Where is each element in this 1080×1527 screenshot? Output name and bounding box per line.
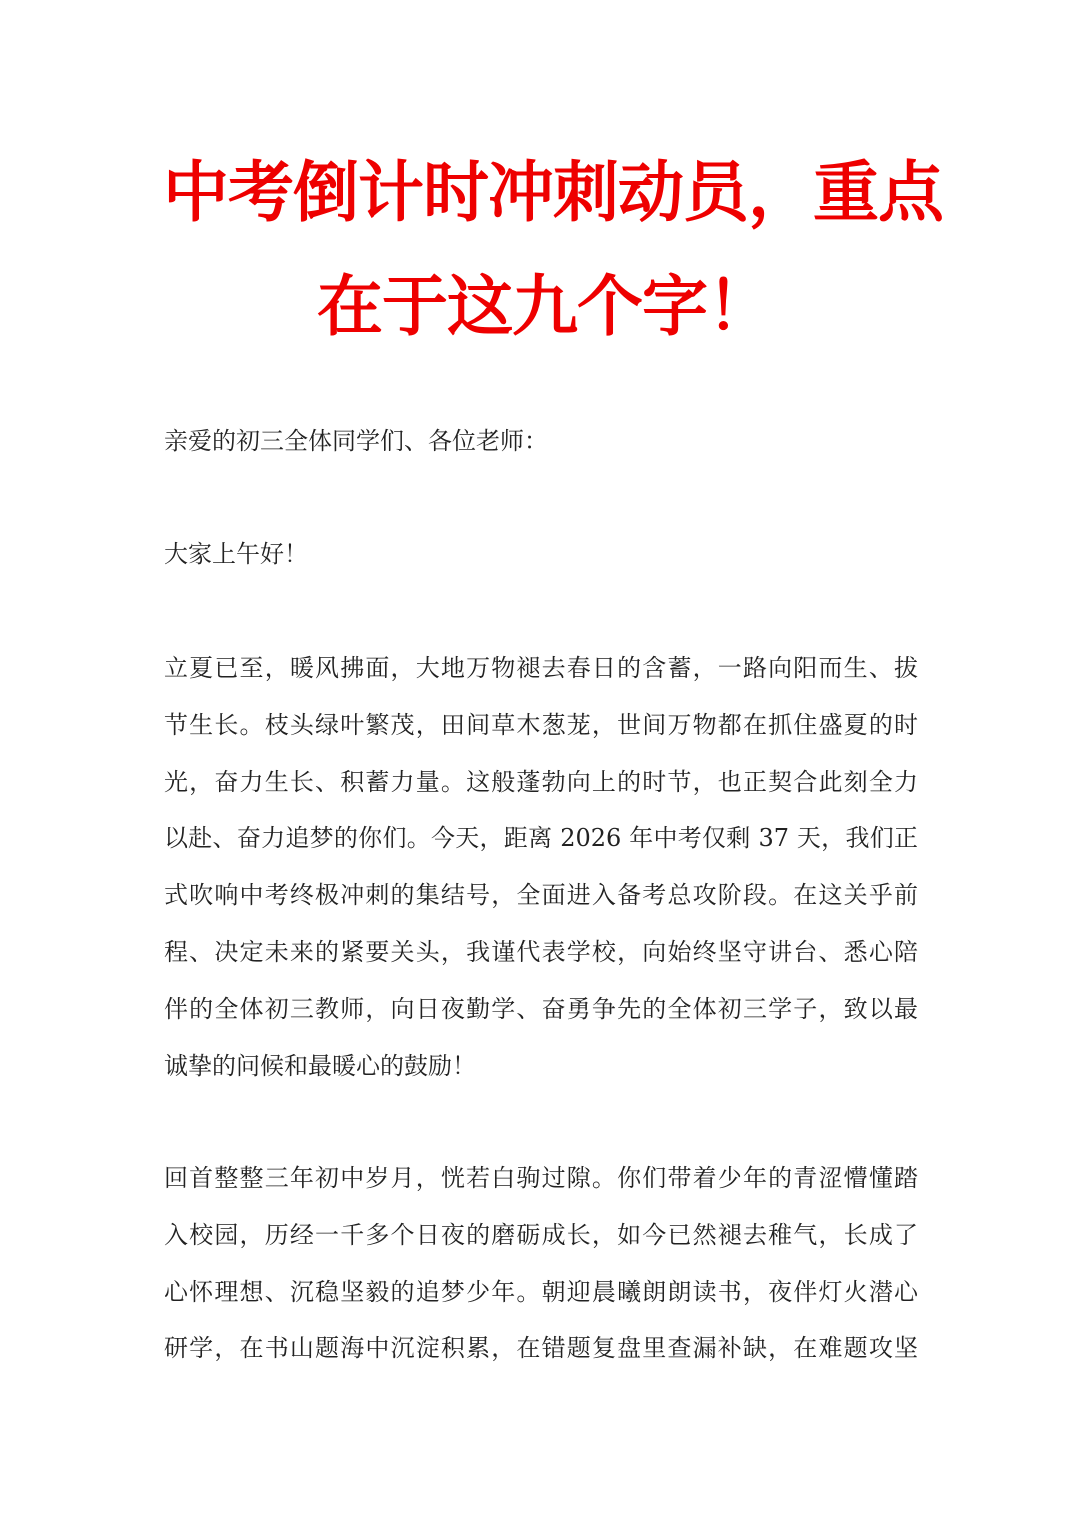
paragraph-2-line: 心怀理想、沉稳坚毅的追梦少年。朝迎晨曦朗朗读书，夜伴灯火潜心: [164, 1277, 918, 1306]
paragraph-1-line: 光，奋力生长、积蓄力量。这般蓬勃向上的时节，也正契合此刻全力: [164, 767, 918, 796]
paragraph-1-line: 程、决定未来的紧要关头，我谨代表学校，向始终坚守讲台、悉心陪: [164, 937, 918, 966]
paragraph-1-line: 立夏已至，暖风拂面，大地万物褪去春日的含蓄，一路向阳而生、拔: [164, 654, 918, 682]
paragraph-1-line: 式吹响中考终极冲刺的集结号，全面进入备考总攻阶段。在这关乎前: [164, 881, 918, 910]
paragraph-2-line: 研学，在书山题海中沉淀积累，在错题复盘里查漏补缺，在难题攻坚: [164, 1334, 918, 1363]
paragraph-1-line: 以赴、奋力追梦的你们。今天，距离 2026 年中考仅剩 37 天，我们正: [164, 824, 918, 853]
paragraph-1-line: 节生长。枝头绿叶繁茂，田间草木葱茏，世间万物都在抓住盛夏的时: [164, 710, 918, 739]
paragraph-1: [164, 640, 918, 1094]
paragraph-2: [164, 1150, 918, 1377]
paragraph-2-line: 入校园，历经一千多个日夜的磨砺成长，如今已然褪去稚气，长成了: [164, 1220, 918, 1249]
greeting: 大家上午好！: [164, 540, 308, 568]
salutation: 亲爱的初三全体同学们、各位老师：: [164, 427, 548, 455]
document-title-line-1: 中考倒计时冲刺动员，重点: [163, 154, 943, 231]
paragraph-2-line: 回首整整三年初中岁月，恍若白驹过隙。你们带着少年的青涩懵懂踏: [164, 1164, 918, 1192]
document-title-line-2: 在于这九个字！: [317, 268, 772, 345]
paragraph-1-line: 伴的全体初三教师，向日夜勤学、奋勇争先的全体初三学子，致以最: [164, 994, 918, 1023]
paragraph-1-line: 诚挚的问候和最暖心的鼓励！: [164, 1051, 476, 1080]
